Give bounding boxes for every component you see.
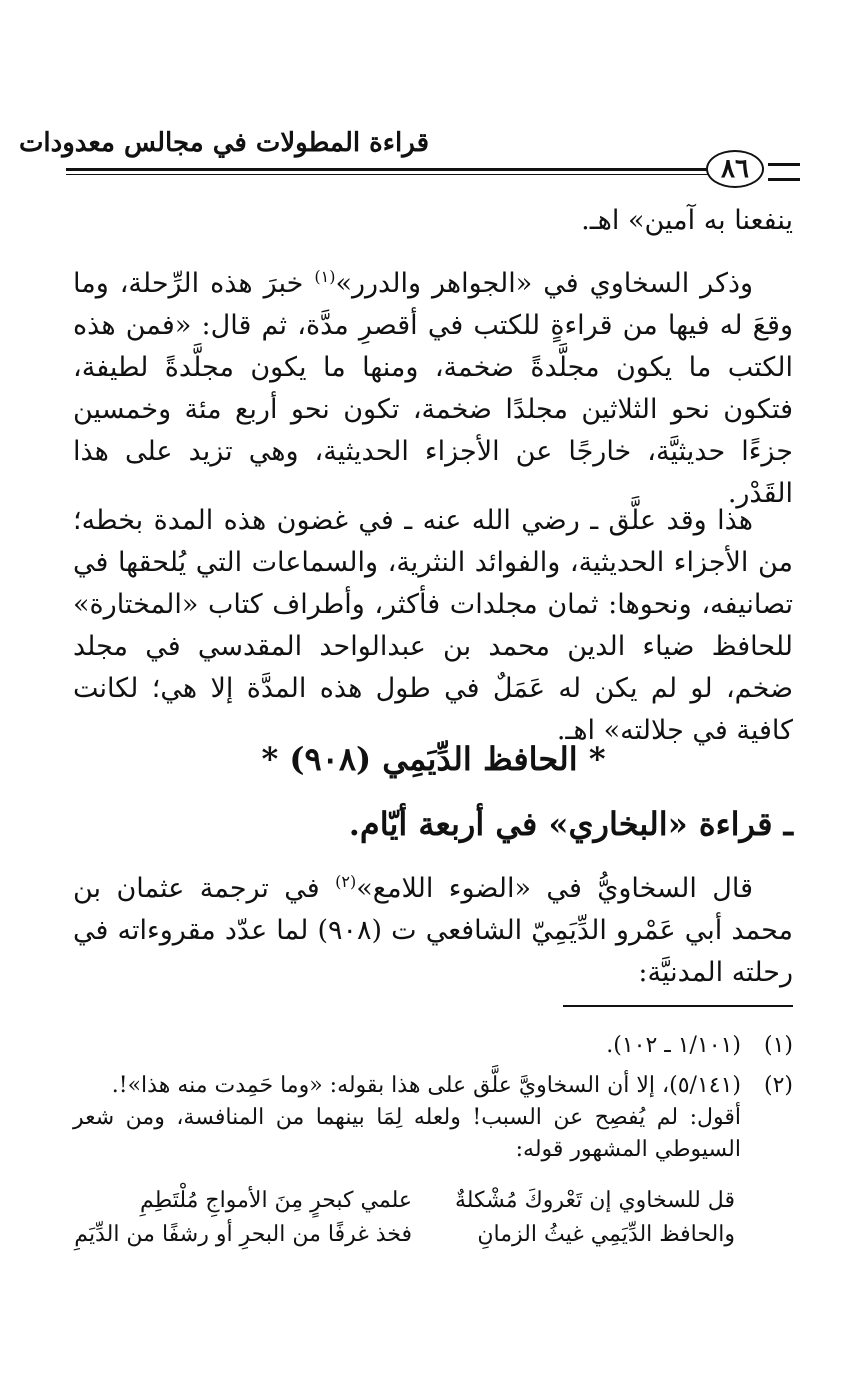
page-number: ٨٦ (706, 150, 764, 188)
paragraph-0 (73, 200, 793, 242)
verse-1-hemistich-1: قل للسخاوي إن تَعْروكَ مُشْكلةٌ (454, 1188, 735, 1213)
footnote-text-continued: أقول: لم يُفصِح عن السبب! ولعله لِمَا بينهما من المنافسة، ومن شعر السيوطي المشهور قوله: (73, 1105, 741, 1162)
paragraph-text-part: في ترجمة عثمان بن محمد أبي عَمْرو الدِّيَمِيّ الشافعي ت (٩٠٨) لما عدّد مقروءاته في رحلته المدنيَّة: (73, 873, 794, 988)
footnote-ref-2: (٢) (335, 872, 357, 891)
footnote-text: (١/١٠١ ـ ١٠٢). (606, 1033, 741, 1058)
footnote-number: (٢) (763, 1073, 793, 1098)
running-title: قراءة المطولات في مجالس معدودات (18, 128, 429, 158)
header-rule (66, 168, 708, 175)
footnote-1 (73, 1030, 793, 1062)
verse-1-hemistich-2: علمي كبحرٍ مِنَ الأمواجِ مُلْتَطِمِ (140, 1188, 412, 1213)
paragraph-text (73, 263, 793, 515)
section-subheading: ـ قراءة «البخاري» في أربعة أيّام. (348, 805, 793, 843)
section-heading: * الحافظ الدِّيَمِي (٩٠٨) * (261, 740, 606, 778)
footnote-text: (٥/١٤١)، إلا أن السخاويَّ علَّق على هذا بقوله: «وما حَمِدت منه هذا»!. (111, 1073, 741, 1098)
paragraph-text: ينفعنا به آمين» اهـ. (581, 205, 793, 236)
verse-2-hemistich-1: والحافظ الدِّيَمِي غيثُ الزمانِ (477, 1222, 735, 1247)
header-ornament (768, 163, 800, 181)
footnote-number: (١) (763, 1033, 793, 1058)
footnote-line (73, 1070, 793, 1102)
footnote-2 (73, 1070, 793, 1166)
paragraph-text-part: خبرَ هذه الرِّحلة، وما وقعَ له فيها من قراءةٍ للكتب في أقصرِ مدَّة، ثم قال: «فمن هذه الكتب ما يكون مجلَّدةً ضخمة، ومنها ما يكون مجلَّدةً لطيفة، فتكون نحو الثلاثين مجلدًا ضخمة، تكون نحو أربع مئة وخمسين جزءًا حديثيَّة، خارجًا عن الأجزاء الحديثية، وهي تزيد على هذا القَدْر. (73, 268, 793, 509)
paragraph-text-part: قال السخاويُّ في «الضوء اللامع» (356, 873, 753, 904)
verse-2-hemistich-2: فخذ غرفًا من البحرِ أو رشفًا من الدِّيَمِ (74, 1222, 412, 1247)
paragraph-text: هذا وقد علَّق ـ رضي الله عنه ـ في غضون هذه المدة بخطه؛ من الأجزاء الحديثية، والفوائد النثرية، والسماعات التي يُلحقها في تصانيفه، ونحوها: ثمان مجلدات فأكثر، وأطراف كتاب «المختارة» للحافظ ضياء الدين محمد بن عبدالواحد المقدسي في مجلد ضخم، لو لم يكن له عَمَلٌ في طول هذه المدَّة إلا هي؛ لكانت كافية في جلالته» اهـ. (73, 505, 793, 746)
paragraph-2 (73, 500, 793, 752)
paragraph-text-part: وذكر السخاوي في «الجواهر والدرر» (335, 268, 754, 299)
paragraph-1 (73, 263, 793, 515)
footnote-separator (563, 1005, 793, 1007)
paragraph-3 (73, 868, 793, 994)
footnote-ref-1: (١) (314, 267, 336, 286)
paragraph-text (73, 868, 793, 994)
